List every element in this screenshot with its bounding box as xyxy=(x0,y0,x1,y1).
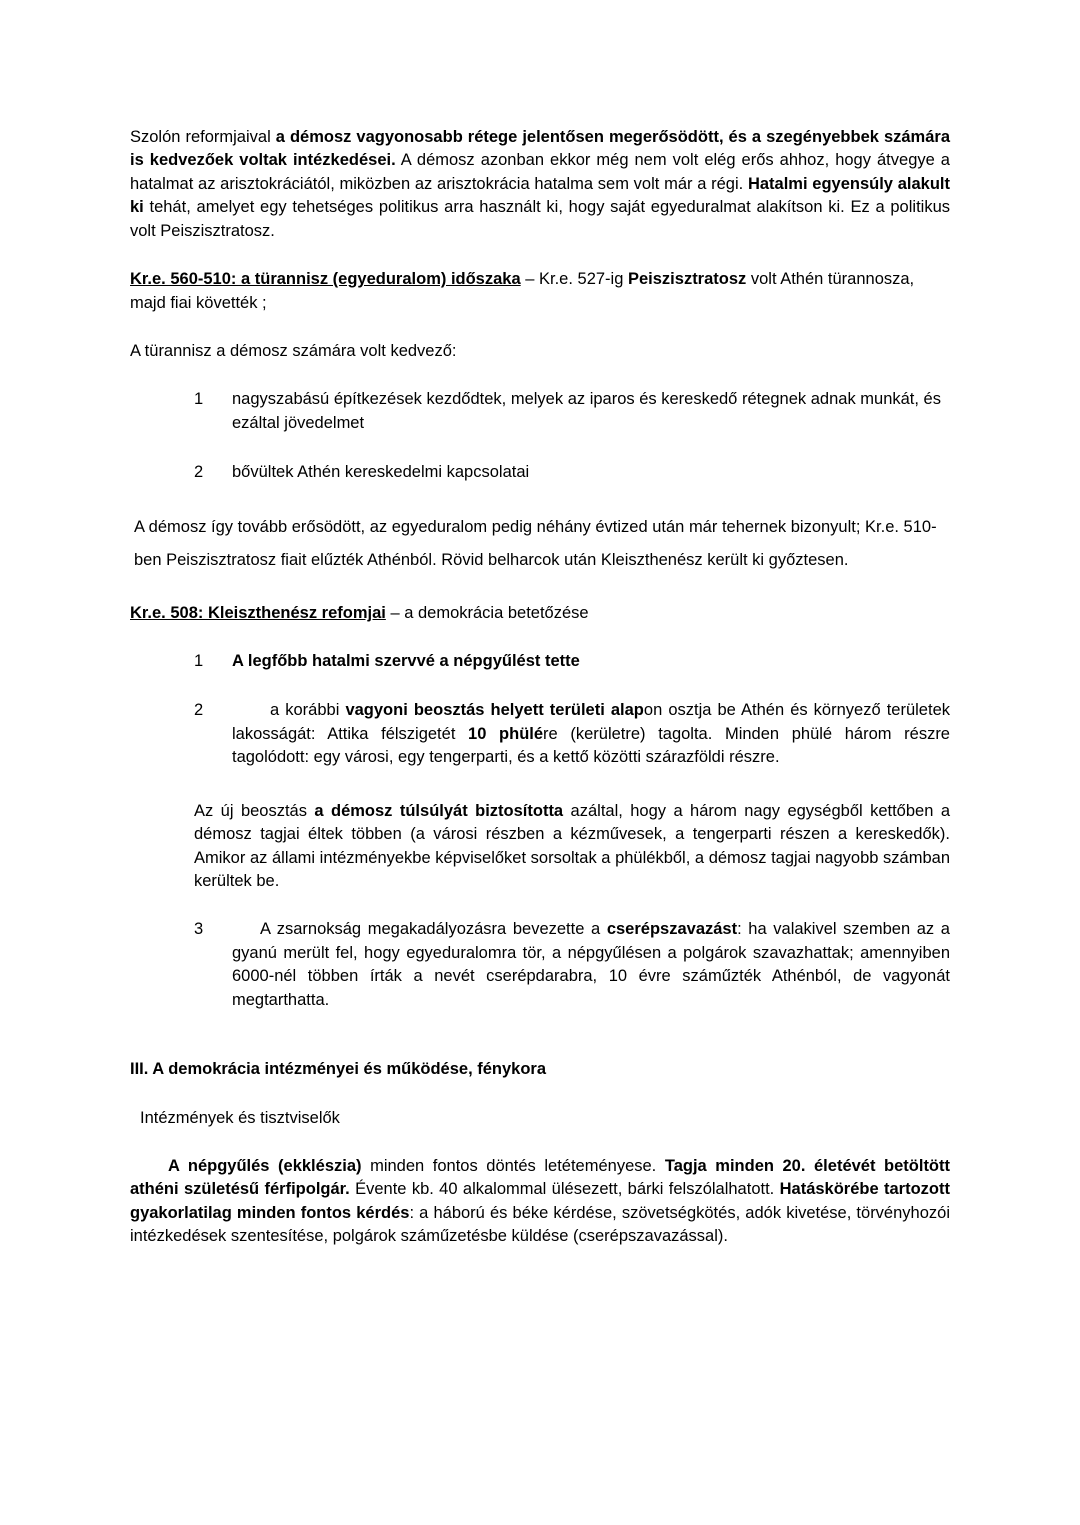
text-run: minden fontos döntés letéteményese. xyxy=(361,1156,665,1175)
list-item-text xyxy=(232,388,950,435)
heading xyxy=(130,268,950,315)
list-item-number: 1 xyxy=(194,652,204,671)
paragraph xyxy=(130,340,950,363)
text-run: azáltal, hogy a három nagy egységből kettőben a démosz tagjai éltek többen (a városi részben a kézművesek, a tengerparti részen a kereskedők). Amikor az állami intézményekbe képviselőket sorsoltak a phülékből, a démosz tagjai nagyobb számban kerültek be. xyxy=(194,801,955,891)
list-item-number: 3 xyxy=(194,920,204,939)
list-item xyxy=(130,699,955,769)
list-item-number: 2 xyxy=(194,701,204,720)
text-run: : ha valakivel szemben az a gyanú merült fel, hogy egyeduralomra tör, a népgyűlésen a polgárok szavazhattak; amennyiben 6000-nél többen írták a nevét cserépdarabra, 10 évre száműzték Athénból, de vagyonát megtarthatta. xyxy=(232,920,955,1009)
bold-text-run: Tagja minden 20. életévét betöltött athéni születésű férfipolgár. xyxy=(130,1156,955,1199)
bold-text-run: cserépszavazást xyxy=(606,920,738,939)
bold-text-run: Kr.e. 508: Kleiszthenész refomjai xyxy=(130,603,386,622)
text-run: a korábbi xyxy=(270,701,346,720)
list-item-number: 1 xyxy=(194,390,204,409)
list-item xyxy=(130,388,950,435)
paragraph xyxy=(130,126,955,243)
text-run: bővültek Athén kereskedelmi kapcsolatai xyxy=(232,463,530,482)
text-run: Az új beosztás xyxy=(194,801,315,820)
document-body xyxy=(130,126,955,1249)
heading xyxy=(130,1058,950,1081)
paragraph xyxy=(130,511,950,577)
text-run: Szolón reformjaival xyxy=(130,128,276,146)
bold-text-run: Kr.e. 560-510: a türannisz (egyeduralom) időszaka xyxy=(130,270,521,289)
bold-text-run: III. A demokrácia intézményei és működése, fénykora xyxy=(130,1060,547,1079)
text-run: A démosz így tovább erősödött, az egyeduralom pedig néhány évtized után már tehernek bizonyult; Kr.e. 510-ben Peiszisztratosz fiait elűzték Athénból. Rövid belharcok után Kleiszthenész került ki győztesen. xyxy=(134,517,937,569)
list-item-number: 2 xyxy=(194,463,204,482)
bold-text-run: A népgyűlés (ekklészia) xyxy=(168,1156,362,1175)
heading xyxy=(130,602,950,625)
text-run: – a demokrácia betetőzése xyxy=(385,603,589,622)
paragraph xyxy=(130,1155,955,1249)
bold-text-run: vagyoni beosztás helyett területi alap xyxy=(345,701,644,720)
text-run: – Kr.e. 527-ig xyxy=(520,270,628,289)
text-run: Évente kb. 40 alkalommal ülésezett, bárki felszólalhatott. xyxy=(349,1180,780,1199)
text-run: re (kerületre) tagolta. Minden phülé három részre tagolódott: egy városi, egy tengerparti, és a kettő közötti szárazföldi részre. xyxy=(232,724,955,767)
bold-text-run: Hatáskörébe tartozott gyakorlatilag minden fontos kérdés xyxy=(130,1180,955,1222)
text-run: : a háború és béke kérdése, szövetségkötés, adók kivetése, törvényhozói intézkedések szentesítése, polgárok száműzetésbe küldése (cserépszavazással). xyxy=(130,1203,955,1246)
paragraph xyxy=(194,800,955,894)
bold-text-run: Hatalmi egyensúly alakult ki xyxy=(130,174,955,217)
bold-text-run: a démosz vagyonosabb rétege jelentősen megerősödött, és a szegényebbek számára is kedvezőek voltak intézkedései. xyxy=(130,128,955,170)
list-item-text xyxy=(232,650,950,673)
list-item-text xyxy=(232,918,955,1012)
text-run: on osztja be Athén és környező területek lakosságát: Attika félszigetét xyxy=(232,701,955,743)
text-run: A démosz azonban ekkor még nem volt elég erős ahhoz, hogy átvegye a hatalmat az arisztokráciától, miközben az arisztokrácia hatalma sem volt már a régi. xyxy=(130,151,955,193)
text-run: nagyszabású építkezések kezdődtek, melyek az iparos és kereskedő rétegnek adnak munkát, és ezáltal jövedelmet xyxy=(232,390,946,432)
list-item-text xyxy=(232,699,955,769)
list-item xyxy=(130,918,955,1012)
text-run: Intézmények és tisztviselők xyxy=(140,1108,340,1127)
list-item xyxy=(130,650,950,673)
text-run: volt Athén türannosza, majd fiai követték ; xyxy=(130,270,919,312)
bold-text-run: A legfőbb hatalmi szervvé a népgyűlést tette xyxy=(232,652,580,671)
text-run: A türannisz a démosz számára volt kedvező: xyxy=(130,341,457,360)
list-item-text xyxy=(232,461,950,484)
paragraph xyxy=(140,1107,950,1130)
text-run: A zsarnokság megakadályozásra bevezette a xyxy=(260,920,607,939)
text-run: tehát, amelyet egy tehetséges politikus arra használt ki, hogy saját egyeduralmat alakítson ki. Ez a politikus volt Peiszisztratosz. xyxy=(130,198,955,240)
list-item xyxy=(130,461,950,484)
bold-text-run: Peiszisztratosz xyxy=(627,270,747,289)
bold-text-run: 10 phülé xyxy=(468,724,544,743)
bold-text-run: a démosz túlsúlyát biztosította xyxy=(314,801,564,820)
